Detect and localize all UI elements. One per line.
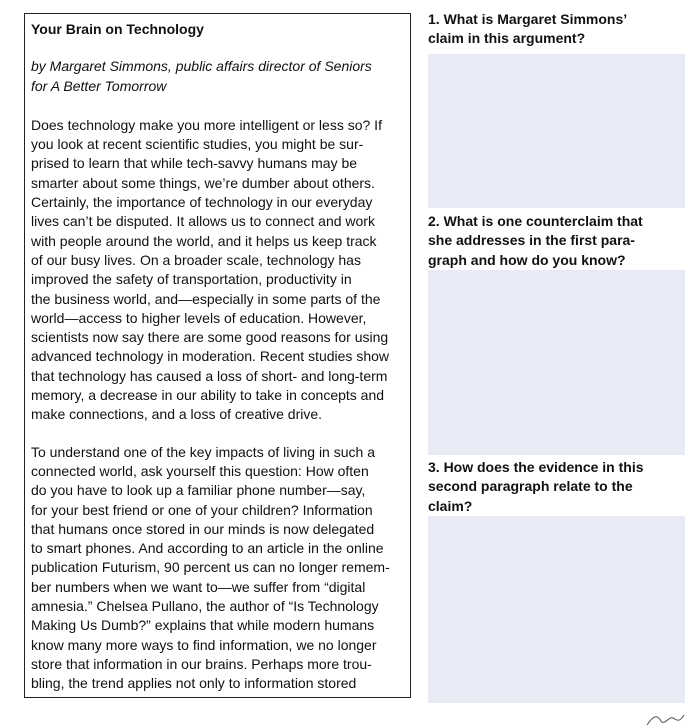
- question-line: claim?: [428, 497, 473, 514]
- paragraph-line: know many more ways to find information, we no longer: [31, 636, 377, 653]
- question-3-answer-field[interactable]: [428, 516, 685, 703]
- paragraph-line: Making Us Dumb?” explains that while modern humans: [31, 617, 375, 634]
- paragraph-line: make connections, and a loss of creative drive.: [31, 406, 323, 423]
- paragraph-line: publication Futurism, 90 percent us can no longer remem-: [31, 559, 390, 576]
- paragraph-line: you look at recent scientific studies, you might be sur-: [31, 136, 364, 153]
- paragraph-line: amnesia.” Chelsea Pullano, the author of “Is Technology: [31, 598, 379, 615]
- question-2-answer-field[interactable]: [428, 270, 685, 455]
- paragraph-line: the business world, and—especially in some parts of the: [31, 290, 381, 307]
- article-paragraph-2: [31, 443, 406, 694]
- question-3-label: [428, 458, 678, 516]
- article-box: [24, 13, 411, 698]
- paragraph-line: Does technology make you more intelligent or less so? If: [31, 116, 382, 133]
- question-line: 1. What is Margaret Simmons’: [428, 11, 628, 27]
- paragraph-line: world—access to higher levels of education. However,: [31, 309, 367, 326]
- question-line: she addresses in the first para-: [428, 232, 635, 249]
- paragraph-line: store that information in our brains. Perhaps more trou-: [31, 655, 372, 672]
- question-line: graph and how do you know?: [428, 251, 626, 268]
- paragraph-line: that humans once stored in our minds is now delegated: [31, 520, 375, 537]
- article-byline: [31, 57, 406, 96]
- questions-column: [428, 0, 685, 726]
- paragraph-line: ber numbers when we want to—we suffer from “digital: [31, 578, 366, 595]
- question-line: 2. What is one counterclaim that: [428, 213, 643, 229]
- paragraph-line: with people around the world, and it helps us keep track: [31, 232, 377, 249]
- paragraph-line: lives can’t be disputed. It allows us to connect and work: [31, 213, 375, 230]
- question-line: 3. How does the evidence in this: [428, 459, 644, 475]
- question-line: claim in this argument?: [428, 30, 586, 47]
- byline-line: by Margaret Simmons, public affairs director of Seniors: [31, 58, 372, 75]
- question-1-label: [428, 10, 678, 49]
- paragraph-line: bling, the trend applies not only to information stored: [31, 675, 357, 692]
- question-1-answer-field[interactable]: [428, 54, 685, 208]
- paragraph-line: memory, a decrease in our ability to take in concepts and: [31, 387, 385, 404]
- paragraph-line: connected world, ask yourself this question: How often: [31, 462, 369, 479]
- article-title: Your Brain on Technology: [31, 21, 204, 37]
- paragraph-line: scientists now say there are some good reasons for using: [31, 329, 389, 346]
- article-paragraph-1: [31, 116, 406, 425]
- paragraph-line: prised to learn that while tech-savvy humans may be: [31, 155, 358, 172]
- paragraph-line: Certainly, the importance of technology in our everyday: [31, 194, 373, 211]
- paragraph-line: advanced technology in moderation. Recent studies show: [31, 348, 389, 365]
- paragraph-line: for your best friend or one of your children? Information: [31, 501, 373, 518]
- question-line: second paragraph relate to the: [428, 478, 633, 495]
- question-2-label: [428, 212, 678, 270]
- paragraph-line: improved the safety of transportation, productivity in: [31, 271, 352, 288]
- paragraph-line: smarter about some things, we’re dumber about others.: [31, 174, 375, 191]
- paragraph-line: that technology has caused a loss of short- and long-term: [31, 367, 388, 384]
- corner-scribble-mark: [645, 712, 685, 726]
- paragraph-line: To understand one of the key impacts of living in such a: [31, 443, 375, 460]
- paragraph-line: of our busy lives. On a broader scale, technology has: [31, 251, 361, 268]
- byline-line: for A Better Tomorrow: [31, 77, 167, 94]
- paragraph-line: to smart phones. And according to an article in the online: [31, 540, 384, 557]
- paragraph-line: do you have to look up a familiar phone number—say,: [31, 482, 366, 499]
